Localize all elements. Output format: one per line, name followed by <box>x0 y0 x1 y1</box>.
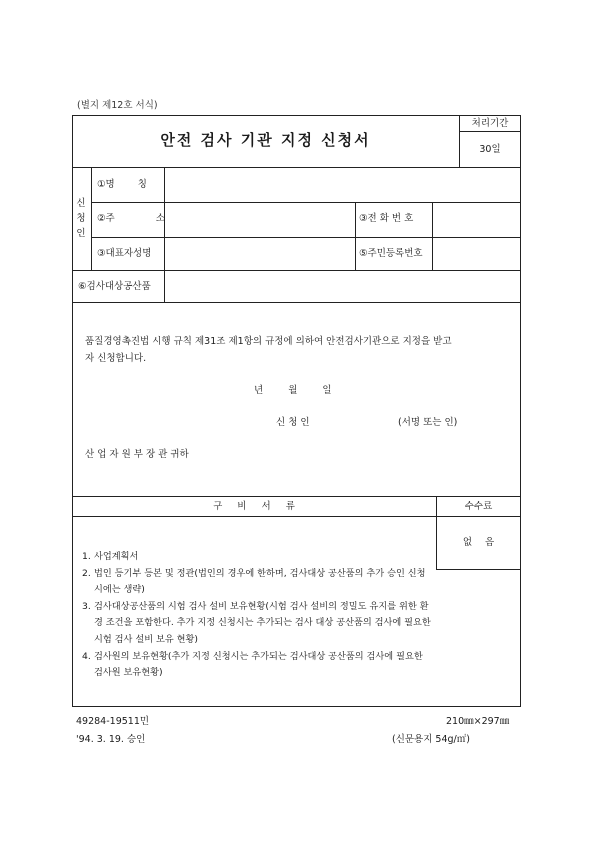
applicant-sign-label: 신 청 인 <box>276 417 310 428</box>
recipient-label: 산 업 자 원 부 장 관 귀하 <box>85 449 189 460</box>
fee-header: 수수료 <box>464 501 493 512</box>
paper-size: 210㎜×297㎜ <box>446 716 510 727</box>
processing-period-label: 처리기간 <box>471 118 509 129</box>
representative-label: ③대표자성명 <box>97 248 152 259</box>
resident-number-field[interactable] <box>433 238 520 269</box>
date-line: 년 월 일 <box>254 385 332 396</box>
documents-header: 구 비 서 류 <box>213 501 295 512</box>
documents-list <box>82 549 434 682</box>
phone-label: ③전 화 번 호 <box>359 213 414 224</box>
address-label: ②주 소 <box>97 213 165 224</box>
signature-label: (서명 또는 인) <box>398 417 458 428</box>
form-number-label: (별지 제12호 서식) <box>77 100 158 111</box>
document-item: 2. 법인 등기부 등본 및 정관(법인의 경우에 한하며, 검사대상 공산품의 추가 승인 신청시에는 생략) <box>82 567 426 596</box>
paper-spec: (신문용지 54g/㎡) <box>392 734 470 745</box>
name-field[interactable] <box>165 168 520 201</box>
name-label: ①명 칭 <box>97 179 147 190</box>
applicant-group-label: 신 청 인 <box>76 198 86 239</box>
product-label: ⑥검사대상공산품 <box>78 281 151 292</box>
form-title: 안전 검사 기관 지정 신청서 <box>160 131 371 149</box>
resident-number-label: ⑤주민등록번호 <box>359 248 423 259</box>
statement-line-1: 품질경영촉진법 시행 규칙 제31조 제1항의 규정에 의하여 안전검사기관으로 지정을 받고 <box>85 336 452 347</box>
approval-date: '94. 3. 19. 승인 <box>76 734 146 745</box>
document-item: 4. 검사원의 보유현황(추가 지정 신청시는 추가되는 검사대상 공산품의 검사에 필요한 검사원 보유현황) <box>82 650 423 679</box>
phone-field[interactable] <box>433 203 520 236</box>
document-item: 3. 검사대상공산품의 시험 검사 설비 보유현황(시험 검사 설비의 정밀도 유지를 위한 환경 조건을 포함한다. 추가 지정 신청시는 추가되는 검사 대상 공산품의 검사에 필요한 시험 검사 설비 보유 현황) <box>82 600 431 645</box>
representative-field[interactable] <box>165 238 354 269</box>
statement-line-2: 자 신청합니다. <box>85 353 147 364</box>
document-item: 1. 사업계획서 <box>82 551 139 562</box>
processing-period-value: 30일 <box>479 144 501 155</box>
form-code: 49284-19511민 <box>76 716 150 727</box>
product-field[interactable] <box>165 271 520 301</box>
fee-value: 없 음 <box>462 537 495 548</box>
statement-text <box>85 333 510 367</box>
address-field[interactable] <box>165 203 354 236</box>
